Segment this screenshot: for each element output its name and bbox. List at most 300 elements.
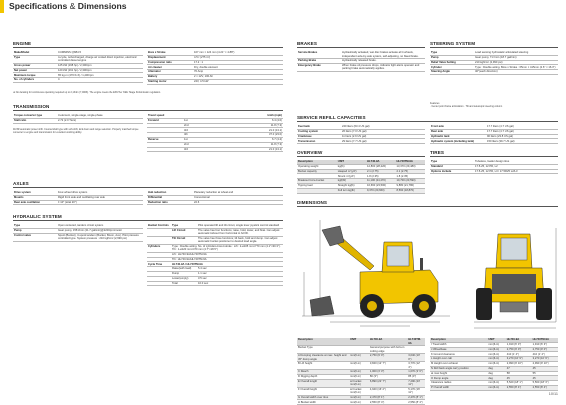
table-cell: 2.1 (2.75) [366,169,395,174]
row-label: Cylinder [430,65,474,70]
hydraulic-left-table [13,224,143,242]
steering-heading: STEERING SYSTEM [430,41,558,48]
table-row [430,385,558,390]
table-cell: G Overall width over tires [297,395,349,400]
row-label: Net power [13,68,57,73]
axles-heading: AXLES [13,181,283,188]
hydraulic-heading: HYDRAULIC SYSTEM [13,214,283,221]
table-cell: kg(lb) [337,164,366,169]
row-value: 24V, 4.5 kW [193,79,283,84]
column-header: UNIT [349,338,369,346]
row-value: 17.7 liters (4.7 US gal) [486,125,558,129]
row-value: 26 liters (7.0 US gal) [341,129,425,134]
table-cell: 55 [532,371,558,376]
column-header: Description [297,338,349,346]
column-header: HL740-9A [369,338,407,346]
row-value: Hydraulically released brake. [341,59,425,64]
brakes-table [297,51,425,72]
table-row [147,228,283,236]
table-row [147,147,283,152]
table-cell: mm(ft-in) [487,385,505,390]
table-cell: J Wheelbase [430,347,487,352]
row-value: Pilot operated lift and tilt circuit, single lever joystick control standard [197,224,283,228]
table-cell: 2,550 (8' 4") [407,400,425,405]
row-label: Air cleaner [147,65,193,70]
table-cell: 6,890 (22' 7") [369,379,407,387]
row-value: 17.5-25, 12 PR, L3 / 17.5R25 L2/L3 [474,169,558,174]
page-number: 10/11 [548,392,558,396]
row-label: Type [13,55,57,63]
table-cell: Full turn kg(lb) [337,188,366,193]
table-cell: 11,100 (24,470) [366,179,395,184]
table-cell: 13,370 (29,480) [396,164,426,169]
table-row [297,379,425,387]
row-label: Bore x Stroke [147,51,193,55]
gear-label: 1st [183,137,211,142]
table-row [13,55,143,63]
row-value: 150 liters (39.7 US gal) [486,139,558,144]
table-cell: 3,770 (12' 4") [407,362,425,370]
table-cell: 1,070 (3' 6") [407,370,425,375]
table-cell: P Overall width [430,385,487,390]
row-value: 17.7 liters (4.7 US gal) [486,129,558,134]
table-cell: D Digging depth [297,374,349,379]
table-cell: kgf(lbf) [337,179,366,184]
refill-right-table [430,125,558,144]
table-row [13,200,143,205]
table-cell: w/ bucket mm(ft-in) [349,387,369,395]
row-label: Crankcase [297,134,341,139]
row-label: Maximum torque [13,73,57,78]
table-cell: mm(ft-in) [487,342,505,347]
row-label: Steering Angle [430,70,474,75]
table-cell: Bucket Type [297,346,349,354]
row-value: 125 kW (168 hp) / 2,300rpm [57,63,143,68]
table-cell: M Height over exhaust [430,361,487,366]
table-cell: 8,560 (18,870) [396,188,426,193]
table-cell: 5,560 (18' 3") [532,381,558,386]
table-row [147,200,283,205]
column-header: km/h (mph) [211,114,283,118]
table-cell: Tipping load [297,183,337,188]
transmission-heading: TRANSMISSION [13,104,283,111]
column-header: UNIT [337,160,366,164]
row-value: Load sensing hydrostatic articulated steering [474,51,558,55]
row-value: The valve has four functions; raise, hold, lower, and float. Can adjust automatic kickout from horizontal to full lift. [197,228,283,236]
row-value: 70 Amp [193,70,283,75]
row-label: Emergency Brake [297,63,341,71]
row-label: Tilt Circuit [171,236,197,244]
row-value: 210 kgf/cm² (2,990 psi) [474,60,558,65]
gear-label: 2nd [183,123,211,128]
table-row [297,188,425,193]
speed-value: 21.0 (13.1) [211,128,283,133]
row-value: 2 × 12V, 100 Ah [193,74,283,79]
row-value: The valve has three functions; tilt back, hold and dump. Can adjust automatic bucket positioner to desired load angle. [197,236,283,244]
table-cell [297,188,337,193]
table-row [297,362,425,370]
table-cell: 1.8 (2.35) [396,174,426,179]
row-value: When brake oil pressure drops, indicator light alerts operator and parking brake automatically applies. [341,63,425,71]
row-label: Pump [13,228,57,233]
table-cell: A Dumping clearance at max. height and 45° dump angle [297,354,349,362]
table-row [430,169,558,174]
speed-value: 37.0 (23.0) [211,133,283,138]
table-cell: 4,940 (16' 2") [369,387,407,395]
row-value: 4-cycle, turbocharged, charge air cooled direct injection, electronic controlled diesel engine [57,55,143,63]
table-cell: E Overall length [297,379,349,387]
table-cell: B Lift height [297,362,349,370]
table-cell: 10,700 (23,590) [396,179,426,184]
gear-label: 3rd [183,147,211,152]
table-cell: 12,800 (28,220) [366,164,395,169]
speed-value: 11.8 (7.3) [211,142,283,147]
table-cell: mm(ft-in) [349,370,369,375]
table-cell: General purpose with bolt-on cutting edge [369,346,407,354]
table-cell: deg [487,366,505,371]
section-label: Cycle Time [147,262,171,267]
table-cell: Operating weight [297,164,337,169]
table-cell: 3,270 (10' 9") [506,357,532,362]
table-row [430,70,558,75]
row-label: Type [430,51,474,55]
row-label: Starting motor [147,79,193,84]
gear-label: 4th [183,133,211,138]
table-cell: 2,550 (8' 4") [506,385,532,390]
column-header: HL740TM-9A [407,338,425,346]
engine-note: ★ No derating for continuous operating required up to 2,134m (7,000ft). The engine meets the EPA Tier 3/EU Stage 3A Emission regulation. [13,91,161,94]
engine-heading: ENGINE [13,41,283,48]
row-label: Raise(with load) [171,267,197,272]
row-value: 107 mm × 124 mm (4.21" × 4.88") [193,51,283,55]
row-value: 11 liters (2.9 US gal) [341,134,425,139]
table-cell: 1.8 (2.35) [366,174,395,179]
row-value: Type : Double acting. No. of cylinders-bore×stroke : Lift : 2-ø105 mm×770 mm (4.1"×30.3"). Tilt : 1-ø120 mm×470 mm (4.7"×18.5") [171,244,283,252]
row-value: CUMMINS QSB4.5 [57,51,143,55]
row-label [147,281,171,286]
row-value: Tubeless, loader design tires [474,160,558,164]
row-value: 10.0 sec [197,281,283,286]
row-label: Lift Circuit [171,228,197,236]
row-value: Tilt : HL740-9A/HL740TM-9A [171,257,283,262]
table-cell: mm(ft-in) [349,400,369,405]
row-value: 1.1 sec [197,271,283,276]
speed-value: 21.0 (13.1) [211,147,283,152]
row-value: 4.5 ℓ (275 in³) [193,55,283,60]
table-cell: N Roll back angle carry position [430,366,487,371]
table-cell: 5,520 (18' 1") [506,381,532,386]
row-label: Control valve [13,233,57,241]
row-label: Rear axle [430,129,486,134]
table-cell: 2,990 (9' 10") [506,361,532,366]
table-cell: mm(ft-in) [487,352,505,357]
table-cell: at max height [430,371,487,376]
column-header: HL740TM-9A [396,160,426,164]
table-row [297,354,425,362]
table-cell [349,346,369,354]
table-header-row [297,338,425,346]
row-label: Rear axle oscillation [13,200,57,205]
table-cell: w/ bucket mm(ft-in) [349,379,369,387]
column-header: HL740-9A [506,338,532,342]
row-label: Fuel tank [297,125,341,129]
table-cell: F Overall height [297,387,349,395]
row-label: Transmission [297,139,341,144]
refill-left-table [297,125,425,144]
row-value: 65 kg·m (470 lb·ft) / 1,400rpm [57,73,143,78]
row-value: 22.6 [193,200,283,205]
row-value: 29 liters (7.7 US gal) [341,139,425,144]
gear-label: 1st [183,118,211,123]
table-row [147,79,283,84]
row-label: Service Brakes [297,51,341,59]
row-value: Rigid front axle and oscillating rear axle [57,195,143,200]
table-cell: O Dump angle [430,376,487,381]
row-value: Spool (Bucket), 3-spool tandem (Bucket, Boom, Aux). Pilot pressure controlled type. System pressure : 210 kgf/cm² (2,990 psi) [57,233,143,241]
table-row [430,139,558,144]
table-cell: 410 (1' 4") [532,352,558,357]
table-row [13,78,143,83]
table-cell: 3,270 (10' 9") [532,357,558,362]
tires-heading: TIRES [430,150,558,157]
table-cell: 2,750 (9' 0") [506,347,532,352]
row-value: 3.5 sec [197,276,283,281]
row-label: Torque converter type [13,114,57,118]
table-row [13,118,143,123]
speed-value: 6.7 (4.2) [211,137,283,142]
row-label: Total [171,281,197,286]
table-cell: 47 [506,366,532,371]
row-label: Hydraulic system (including tank) [430,139,486,144]
table-cell: mm(ft-in) [349,374,369,379]
row-value: 4 [57,78,143,83]
table-cell: 9,880 (21,780) [396,183,426,188]
row-label: Battery [147,74,193,79]
row-value: Gear pump, 158 l/min (41.7 gal/min)@2200rpm/motor [57,228,143,233]
row-value: Open centered, tandem circuit system [57,224,143,228]
table-cell: Heaped m³(yd³) [337,169,366,174]
table-cell: 2,470 (8' 1") [369,395,407,400]
table-cell: 1,000 (3' 3") [369,370,407,375]
table-cell [407,346,425,354]
page-title: Specifications & Dimensions [9,1,127,11]
table-cell: 7,290 (23' 11") [407,379,425,387]
row-value: ± 10° (total 20°) [57,200,143,205]
row-value: 40°(each direction) [474,70,558,75]
engine-left-table [13,51,143,83]
axles-left-table [13,191,143,205]
loader-front-view-drawing [470,222,560,330]
table-cell: K Ground clearance [430,352,487,357]
row-label: Stall ratio [13,118,57,123]
row-value: Gear pump, 71 l/min (18.7 gal/min) [474,55,558,60]
gear-direction-label: Forward [147,118,183,123]
row-value: Four-wheel drive system [57,191,143,195]
table-cell: mm(ft-in) [487,361,505,366]
section-label [147,228,171,236]
table-cell: 5,170 (16' 11") [407,387,425,395]
row-value: Dry, double element [193,65,283,70]
table-cell: Clearance radius [430,381,487,386]
tires-table [430,160,558,174]
steering-table [430,51,558,75]
row-value: 2.72 (2.0 Tiers) [57,118,143,123]
table-cell: deg [487,376,505,381]
table-cell: 2,550 (8' 4") [532,385,558,390]
table-cell: Struck m³(yd³) [337,174,366,179]
table-cell: H Bucket width [297,400,349,405]
row-value: Conventional [193,195,283,200]
loader-side-view-drawing [300,212,458,330]
row-value: 240 liters (63.4 US gal) [341,125,425,129]
column-header: HL740TM-9A [532,338,558,342]
column-header: Travel speed [147,114,211,118]
row-label: Mounts [13,195,57,200]
row-label: Relief Valve Setting [430,60,474,65]
row-label: Pump [430,55,474,60]
section-label [147,236,171,244]
refill-heading: SERVICE REFILL CAPACITIES [297,115,558,122]
row-label: Hydraulic tank [430,134,486,139]
row-value: Hydraulically actuated, wet disc brakes actuate all 4 wheels, independent axle-by-axle system, self-adjusting, no bleed brake. [341,51,425,59]
row-label: Cooling system [297,129,341,134]
table-cell: mm(ft-in) [487,381,505,386]
transmission-left-table [13,114,143,124]
engine-right-table [147,51,283,85]
table-row [13,233,143,241]
table-cell: 2,750 (9' 0") [369,354,407,362]
table-row [147,236,283,244]
row-label: Dump [171,271,197,276]
table-cell: 410 (1' 4") [506,352,532,357]
row-label: Type [171,224,197,228]
table-row [297,400,425,405]
row-value: 17.5-25, 12 PR, L2 [474,164,558,169]
table-cell: 2,470 (8' 1") [407,395,425,400]
table-row [147,244,283,252]
column-header: Description [297,160,337,164]
row-value: Type : Double acting. Bore x Stroke : 65mm × 415mm (2.6" × 16.3") [474,65,558,70]
dimensions-table-2 [430,338,558,391]
row-label: Alternator [147,70,193,75]
row-label: Type [430,160,474,164]
gear-direction-label [147,147,183,152]
table-cell: 2,990 (9' 10") [532,361,558,366]
table-cell: Bucket capacity [297,169,337,174]
row-label: Standard [430,164,474,169]
speed-value: 6.4 (4.0) [211,118,283,123]
table-cell: 58 [506,371,532,376]
table-cell: mm(ft-in) [349,395,369,400]
table-row [147,281,283,286]
table-row [297,51,425,59]
row-label: Hub reduction [147,191,193,195]
gear-label: 3rd [183,128,211,133]
column-header: HL740-9A / HL740TM-9A [171,262,283,267]
overview-table [297,160,425,194]
table-cell: deg [487,371,505,376]
section-label: Bucket Controls [147,224,171,228]
table-cell: C Reach [297,370,349,375]
table-cell: 45 [532,376,558,381]
row-label: Displacement [147,55,193,60]
hydraulic-right-table [147,224,283,286]
table-cell: 80 (3") [369,374,407,379]
steering-features: Features · Center point frame articulation · Tilt and telescopic steering column [430,102,503,108]
row-label: No. of cylinders [13,78,57,83]
table-row [297,63,425,71]
table-cell: L Height over cab [430,357,487,362]
row-label: Reduction ratio [147,200,193,205]
row-value: 90 liters (23.8 US gal) [486,134,558,139]
table-row [297,387,425,395]
row-value: 120 kW (161 hp) / 2,300rpm [57,68,143,73]
table-cell: mm(ft-in) [349,362,369,370]
gear-label: 2nd [183,142,211,147]
overview-heading: OVERVIEW [297,150,425,157]
table-cell: 2,550 (8' 4") [369,400,407,405]
row-value: Lift : HL740-9A/HL740TM-9A [171,252,283,257]
dimensions-table-1 [297,338,425,405]
row-label: Drive system [13,191,57,195]
table-cell: 2.1 (2.75) [396,169,426,174]
table-row [297,139,425,144]
table-cell: mm(ft-in) [349,354,369,362]
section-label: Cylinders [147,244,171,252]
table-cell: Breakout force-bucket [297,179,337,184]
table-cell: 85 (3") [407,374,425,379]
row-label: Compression ratio [147,60,193,65]
transmission-note: 4F/3R automatic power shift. Countershaft type with soft-shift, kick down and range selection. Properly matched torque converter to engine and transmission for excellent working ability. [13,128,139,134]
column-header: UNIT [487,338,505,342]
row-label: Parking Brake [297,59,341,64]
table-cell: 2,750 (9' 0") [532,347,558,352]
table-cell: 45 [506,376,532,381]
column-header: HL740-9A [366,160,395,164]
row-label: Options include [430,169,474,174]
row-value: Planetary reduction at wheel end [193,191,283,195]
row-label: Make/Model [13,51,57,55]
row-label: Gross power [13,63,57,68]
table-cell: 3,840 (12' 7") [369,362,407,370]
table-cell: 45 [532,366,558,371]
table-cell: mm(ft-in) [487,347,505,352]
header-accent-bar [0,0,4,13]
row-label: Front axle [430,125,486,129]
speed-value: 11.8 (7.3) [211,123,283,128]
table-cell: I Tread width [430,342,487,347]
row-label: Type [13,224,57,228]
row-label: Differential [147,195,193,200]
table-cell: mm(ft-in) [487,357,505,362]
table-cell: 10,660 (23,500) [366,183,395,188]
table-row [297,346,425,354]
table-cell: 9,370 (20,660) [366,188,395,193]
travel-speed-table [147,114,283,152]
table-cell: 1,910 (6' 3") [506,342,532,347]
row-value: 5.4 sec [197,267,283,272]
axles-right-table [147,191,283,205]
dimensions-heading: DIMENSIONS [297,200,558,207]
row-value: 3-element, single-stage, single-phase [57,114,143,118]
table-cell: 1,910 (6' 3") [532,342,558,347]
row-label: Lower(empty) [171,276,197,281]
table-cell: 3,040 (10' 0") [407,354,425,362]
table-cell: Straight kg(lb) [337,183,366,188]
brakes-heading: BRAKES [297,41,425,48]
gear-direction-label: Reverse [147,137,183,142]
row-value: 17.2 : 1 [193,60,283,65]
